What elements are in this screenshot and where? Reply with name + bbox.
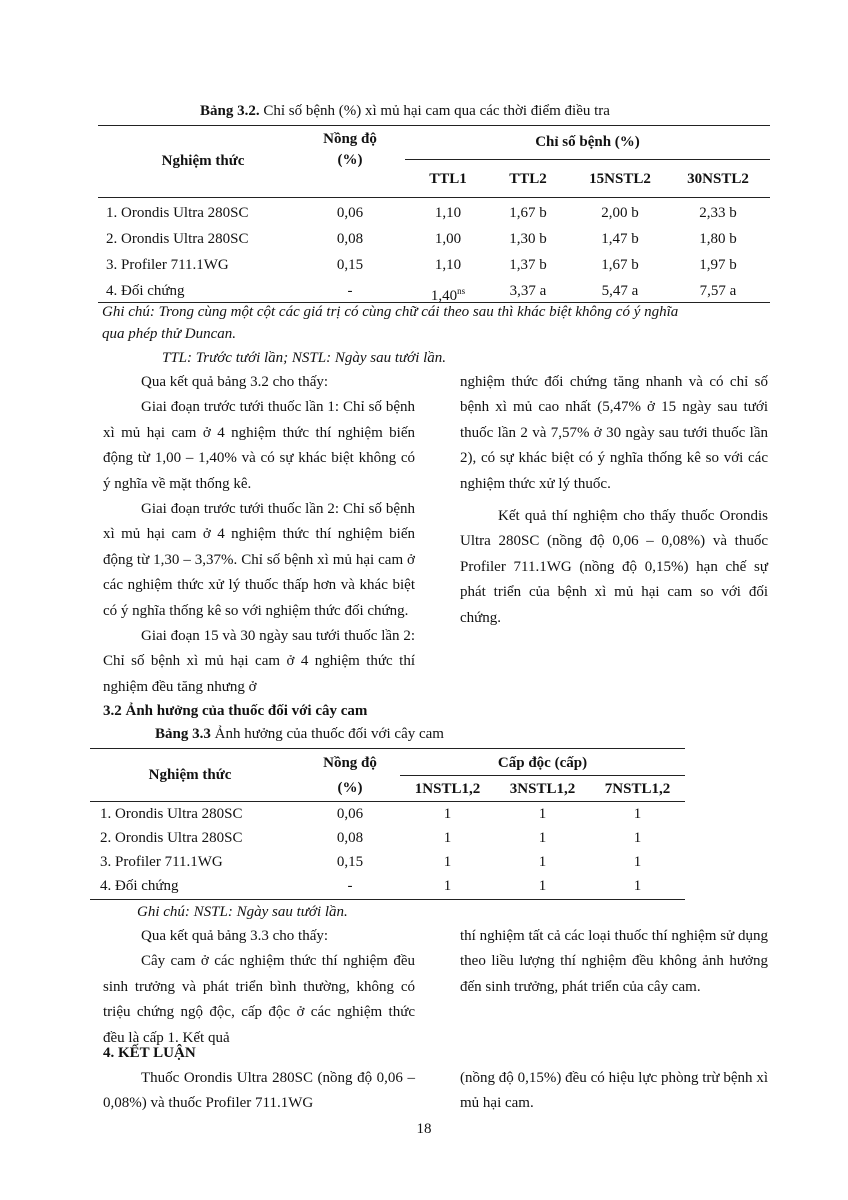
paragraph: Qua kết quả bảng 3.2 cho thấy: xyxy=(141,374,329,390)
table-3-2-header-conc: Nồng độ (%) xyxy=(323,131,377,168)
text-left-column-2 xyxy=(103,924,415,1051)
paragraph: Giai đoạn trước tưới thuốc lần 1: Chỉ số bệnh xì mủ hại cam ở 4 nghiệm thức thí nghiệm biến động từ 1,00 – 1,40% và có sự khác biệt không có ý nghĩa về mặt thống kê. xyxy=(103,399,415,492)
table-3-2-note: Ghi chú: Trong cùng một cột các giá trị có cùng chữ cái theo sau thì khác biệt không có ý nghĩa qua phép thử Duncan. TTL: Trước tưới lần; NSTL: Ngày sau tưới lần. xyxy=(102,304,679,366)
row-ttl1: 1,10 xyxy=(434,257,462,273)
row-7nstl: 1 xyxy=(633,878,642,894)
row-3nstl: 1 xyxy=(538,878,547,894)
row-ttl2: 1,37 b xyxy=(509,257,547,273)
text-right-column-1 xyxy=(460,370,768,631)
table-3-3-bottom-rule xyxy=(90,899,685,900)
table-3-3-header-rule xyxy=(90,801,685,802)
row-ttl1: $1,40^{ns}$ xyxy=(430,286,466,304)
conclusion-heading: 4. KẾT LUẬN xyxy=(103,1045,196,1061)
row-3nstl: 1 xyxy=(538,854,547,870)
row-name: 3. Profiler 711.1WG xyxy=(100,854,223,870)
row-conc: - xyxy=(347,878,353,894)
row-15nstl2: 1,67 b xyxy=(601,257,639,273)
row-15nstl2: 1,47 b xyxy=(601,231,639,247)
row-15nstl2: 5,47 a xyxy=(601,283,639,299)
row-conc: 0,06 xyxy=(336,806,364,822)
table-3-3-caption: Bảng 3.3 Ảnh hưởng của thuốc đối với cây cam xyxy=(155,726,444,742)
table-3-3-subcol-3nstl: 3NSTL1,2 xyxy=(509,781,576,797)
row-7nstl: 1 xyxy=(633,830,642,846)
row-15nstl2: 2,00 b xyxy=(601,205,639,221)
row-1nstl: 1 xyxy=(443,878,452,894)
row-7nstl: 1 xyxy=(633,854,642,870)
row-30nstl2: 2,33 b xyxy=(699,205,737,221)
paragraph: Giai đoạn trước tưới thuốc lần 2: Chỉ số bệnh xì mủ hại cam ở 4 nghiệm thức thí nghiệm biến động từ 1,30 – 3,37%. Chỉ số bệnh xì mủ hại cam ở các nghiệm thức xử lý thuốc thấp hơn và khác biệt có ý nghĩa thống kê so với nghiệm thức đối chứng. xyxy=(103,501,415,619)
row-7nstl: 1 xyxy=(633,806,642,822)
row-30nstl2: 1,80 b xyxy=(699,231,737,247)
row-3nstl: 1 xyxy=(538,806,547,822)
table-3-2-top-rule xyxy=(98,125,770,126)
conclusion-right xyxy=(460,1066,768,1117)
table-3-2-header-treatment: Nghiệm thức xyxy=(161,153,245,169)
row-ttl2: 1,67 b xyxy=(509,205,547,221)
table-3-2-subcol-30nstl2: 30NSTL2 xyxy=(687,171,749,187)
table-3-2-subcol-ttl1: TTL1 xyxy=(429,171,467,187)
paragraph: (nồng độ 0,15%) đều có hiệu lực phòng trừ bệnh xì mủ hại cam. xyxy=(460,1070,768,1112)
paragraph: Cây cam ở các nghiệm thức thí nghiệm đều sinh trưởng và phát triển bình thường, không có triệu chứng ngộ độc, cấp độc ở các nghiệm thức đều là cấp 1. Kết quả xyxy=(103,953,415,1046)
page-number: 18 xyxy=(416,1121,432,1137)
text-right-column-2 xyxy=(460,924,768,1000)
table-3-3-header-conc: Nồng độ (%) xyxy=(323,755,377,796)
table-3-3-header-level: Cấp độc (cấp) xyxy=(497,755,588,771)
row-name: 1. Orondis Ultra 280SC xyxy=(100,806,243,822)
row-name: 2. Orondis Ultra 280SC xyxy=(106,231,249,247)
paragraph: Kết quả thí nghiệm cho thấy thuốc Orondis Ultra 280SC (nồng độ 0,06 – 0,08%) và thuốc Profiler 711.1WG (nồng độ 0,15%) hạn chế sự phát triển của bệnh xì mủ hại cam so với đối chứng. xyxy=(460,508,768,626)
row-name: 4. Đối chứng xyxy=(106,283,185,299)
row-conc: 0,08 xyxy=(336,830,364,846)
section-3-2-heading: 3.2 Ảnh hưởng của thuốc đối với cây cam xyxy=(103,703,368,719)
table-3-2-caption: Bảng 3.2. Chỉ số bệnh (%) xì mủ hại cam qua các thời điểm điều tra xyxy=(200,103,610,119)
paragraph: Giai đoạn 15 và 30 ngày sau tưới thuốc lần 2: Chỉ số bệnh xì mủ hại cam ở 4 nghiệm thức thí nghiệm đều tăng nhưng ở xyxy=(103,628,415,695)
row-30nstl2: 7,57 a xyxy=(699,283,737,299)
row-ttl1: 1,10 xyxy=(434,205,462,221)
row-ttl1: 1,00 xyxy=(434,231,462,247)
row-name: 3. Profiler 711.1WG xyxy=(106,257,229,273)
row-conc: - xyxy=(347,283,353,299)
row-3nstl: 1 xyxy=(538,830,547,846)
paragraph: nghiệm thức đối chứng tăng nhanh và có chỉ số bệnh xì mủ cao nhất (5,47% ở 15 ngày sau tưới thuốc lần 2 và 7,57% ở 30 ngày sau tưới thuốc lần 2), có sự khác biệt có ý nghĩa thống kê so với các nghiệm thức xử lý thuốc. xyxy=(460,374,768,492)
row-conc: 0,06 xyxy=(336,205,364,221)
table-3-2-header-index: Chỉ số bệnh (%) xyxy=(535,134,640,150)
table-3-3-header-treatment: Nghiệm thức xyxy=(148,767,232,783)
table-3-3-subheader-rule xyxy=(400,775,685,776)
conclusion-left xyxy=(103,1066,415,1117)
table-3-3-note: Ghi chú: NSTL: Ngày sau tưới lần. xyxy=(137,904,348,920)
row-conc: 0,15 xyxy=(336,257,364,273)
paragraph: Qua kết quả bảng 3.3 cho thấy: xyxy=(141,928,329,944)
table-3-3-subcol-1nstl: 1NSTL1,2 xyxy=(414,781,481,797)
paragraph: thí nghiệm tất cả các loại thuốc thí nghiệm sử dụng theo liều lượng thí nghiệm đều không ảnh hưởng đến sinh trưởng, phát triển của cây cam. xyxy=(460,928,768,995)
row-30nstl2: 1,97 b xyxy=(699,257,737,273)
table-3-2-subcol-ttl2: TTL2 xyxy=(509,171,547,187)
significance-mark: ns xyxy=(457,286,466,296)
row-1nstl: 1 xyxy=(443,854,452,870)
row-name: 2. Orondis Ultra 280SC xyxy=(100,830,243,846)
row-1nstl: 1 xyxy=(443,830,452,846)
row-1nstl: 1 xyxy=(443,806,452,822)
table-3-2-header-rule xyxy=(98,197,770,198)
row-conc: 0,15 xyxy=(336,854,364,870)
paragraph: Thuốc Orondis Ultra 280SC (nồng độ 0,06 – 0,08%) và thuốc Profiler 711.1WG xyxy=(103,1070,415,1112)
table-3-2-subcol-15nstl2: 15NSTL2 xyxy=(589,171,651,187)
row-conc: 0,08 xyxy=(336,231,364,247)
table-3-3-subcol-7nstl: 7NSTL1,2 xyxy=(604,781,671,797)
row-name: 1. Orondis Ultra 280SC xyxy=(106,205,249,221)
text-left-column-1 xyxy=(103,370,415,700)
row-name: 4. Đối chứng xyxy=(100,878,179,894)
table-3-2-subheader-rule xyxy=(405,159,770,160)
table-3-3-top-rule xyxy=(90,748,685,749)
row-ttl2: 3,37 a xyxy=(509,283,547,299)
row-ttl2: 1,30 b xyxy=(509,231,547,247)
